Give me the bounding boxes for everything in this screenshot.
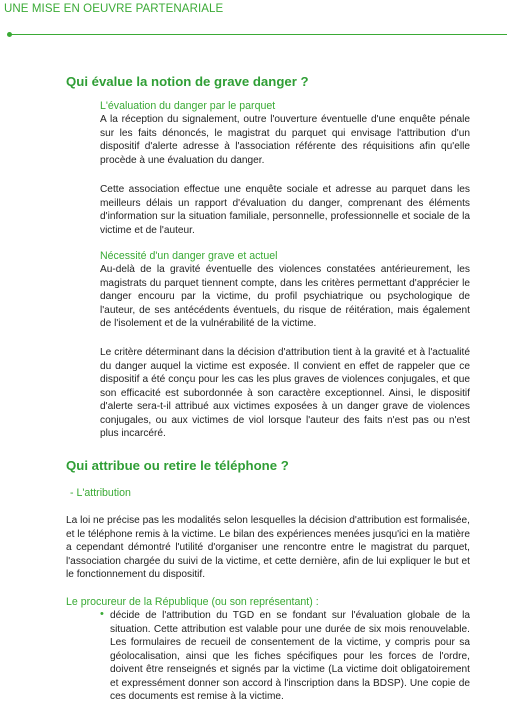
page-header-title: UNE MISE EN OEUVRE PARTENARIALE [4, 3, 224, 15]
subsection-title-parquet: L'évaluation du danger par le parquet [100, 100, 276, 112]
subsection-title-attribution: - L'attribution [70, 487, 131, 499]
bullet-icon: • [100, 608, 104, 620]
subsection-title-procureur: Le procureur de la République (ou son représentant) : [66, 596, 319, 608]
paragraph: La loi ne précise pas les modalités selon lesquelles la décision d'attribution est formalisée, et le téléphone remis à la victime. Le bilan des expériences menées jusqu'ici en la matière a cependant démontré l'utilité d'organiser une rencontre entre le magistrat du parquet, l'association chargée du suivi de la victime, et cette dernière, afin de lui expliquer le but et le fonctionnement du dispositif. [66, 515, 470, 580]
paragraph: Cette association effectue une enquête sociale et adresse au parquet dans les meilleurs délais un rapport d'évaluation du danger, comprenant des éléments d'information sur la situation familiale, personnelle, professionnelle et sociale de la victime et de l'auteur. [100, 184, 470, 236]
paragraph: Le critère déterminant dans la décision d'attribution tient à la gravité et à l'actualité du danger auquel la victime est exposée. Il convient en effet de rappeler que ce dispositif a été conçu pour les cas les plus graves de violences conjugales, et que son efficacité est subordonnée à son caractère exceptionnel. Ainsi, le dispositif d'alerte sera-t-il attribué aux victimes exposées à un danger grave de violences conjugales, ou aux victimes de viol lorsque l'auteur des faits n'est pas ou n'est plus incarcéré. [100, 347, 470, 439]
header-divider [8, 34, 507, 35]
paragraph: Au-delà de la gravité éventuelle des violences constatées antérieurement, les magistrats du parquet tiennent compte, dans les critères permettant d'apprécier le danger encouru par la victime, du profil psychiatrique ou psychologique de l'auteur, de ses antécédents éventuels, du risque de réitération, mais également de l'isolement et de la vulnérabilité de la victime. [100, 264, 470, 329]
section-title-evaluation: Qui évalue la notion de grave danger ? [66, 74, 309, 89]
subsection-title-danger: Nécessité d'un danger grave et actuel [100, 250, 278, 262]
section-title-attribution: Qui attribue ou retire le téléphone ? [66, 458, 289, 473]
paragraph: A la réception du signalement, outre l'ouverture éventuelle d'une enquête pénale sur les faits dénoncés, le magistrat du parquet qui envisage l'attribution d'un dispositif d'alerte adresse à l'association référente des réquisitions afin qu'elle procède à une évaluation du danger. [100, 114, 470, 166]
bullet-paragraph: décide de l'attribution du TGD en se fondant sur l'évaluation globale de la situation. Cette attribution est valable pour une durée de six mois renouvelable. Les formulaires de recueil de consentement de la victime, y compris pour sa géolocalisation, ainsi que les fiches spécifiques pour les forces de l'ordre, doivent être renseignés et signés par la victime (La victime doit obligatoirement et expressément donner son accord à l'inscription dans la BDSP). Une copie de ces documents est remise à la victime. [110, 610, 470, 702]
